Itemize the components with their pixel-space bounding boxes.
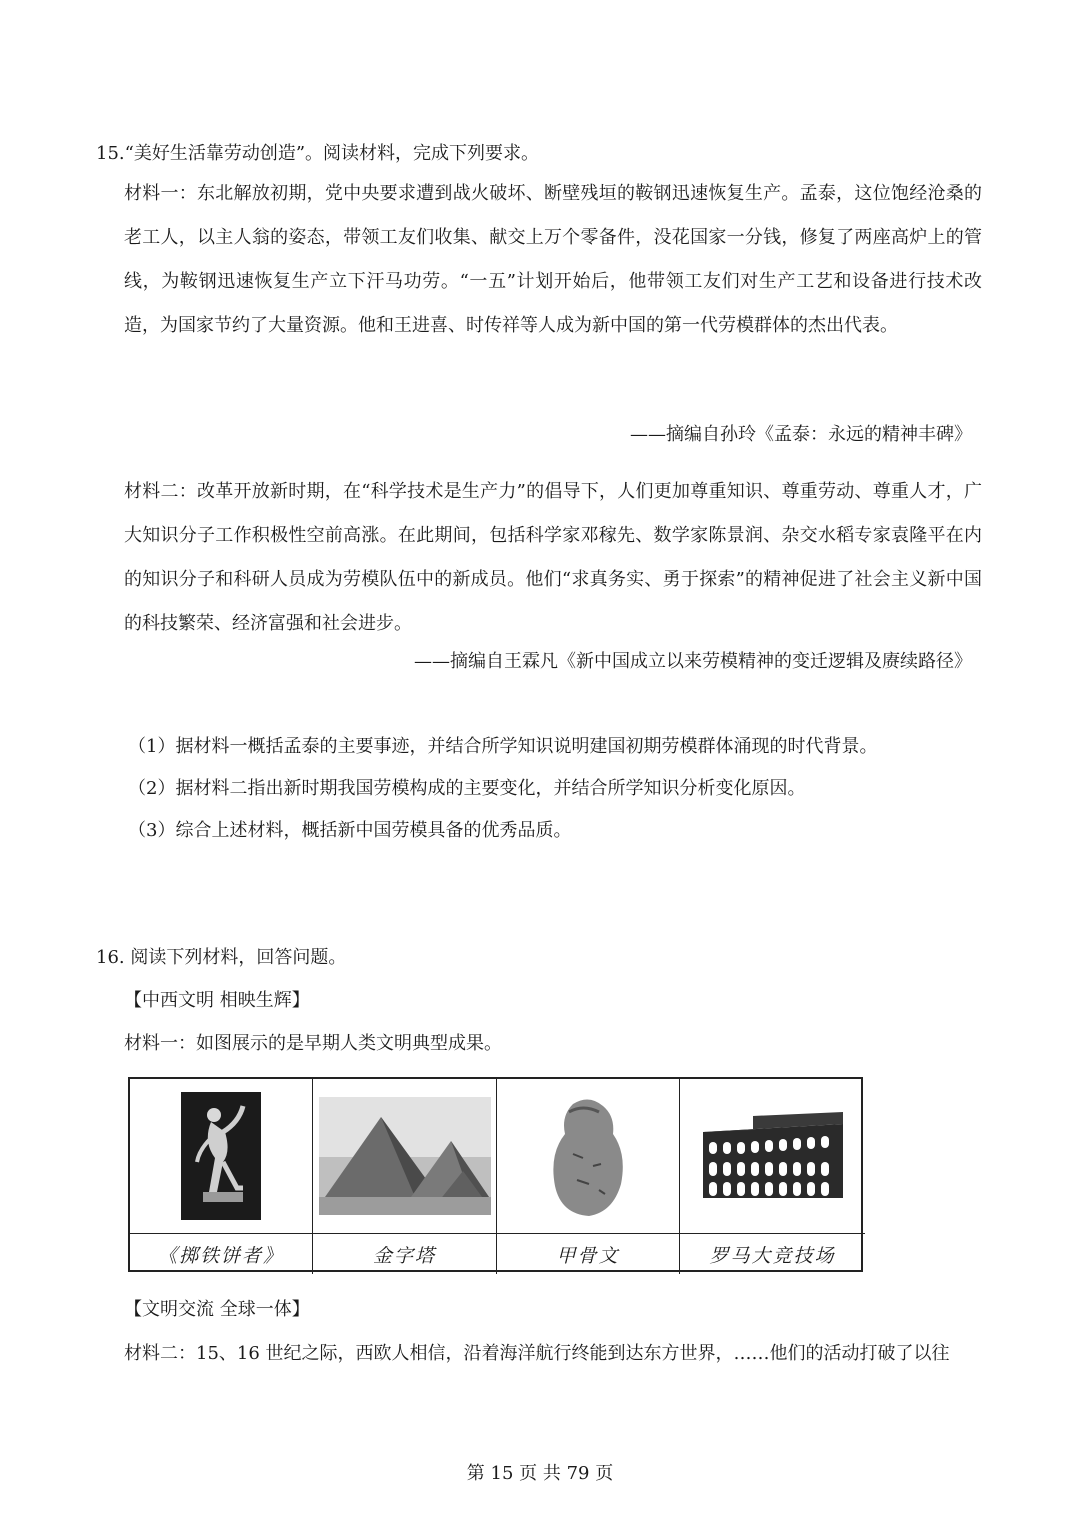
- q16-section-1-heading: 【中西文明 相映生辉】: [124, 990, 310, 1011]
- caption-discus-thrower: 《掷铁饼者》: [130, 1234, 313, 1274]
- q15-material-1: 材料一：东北解放初期，党中央要求遭到战火破坏、断壁残垣的鞍钢迅速恢复生产。孟泰，这位饱经沧桑的老工人，以主人翁的姿态，带领工友们收集、献交上万个零备件，没花国家一分钱，修复了两座高炉上的管线，为鞍钢迅速恢复生产立下汗马功劳。“一五”计划开始后，他带领工友们对生产工艺和设备进行技术改造，为国家节约了大量资源。他和王进喜、时传祥等人成为新中国的第一代劳模群体的杰出代表。: [124, 183, 982, 336]
- question-16-title: 16. 阅读下列材料，回答问题。: [96, 947, 347, 968]
- oracle-bone-icon: [497, 1079, 680, 1234]
- q16-section-2-heading: 【文明交流 全球一体】: [124, 1299, 310, 1320]
- q15-material-1-source: ——摘编自孙玲《孟泰：永远的精神丰碑》: [630, 424, 972, 445]
- q16-material-1: 材料一：如图展示的是早期人类文明典型成果。: [124, 1033, 502, 1054]
- question-15-title: 15.“美好生活靠劳动创造”。阅读材料，完成下列要求。: [96, 143, 540, 164]
- q15-sub-question-2: （2）据材料二指出新时期我国劳模构成的主要变化，并结合所学知识分析变化原因。: [128, 778, 806, 799]
- pyramids-icon: [313, 1079, 497, 1234]
- q15-material-2: 材料二：改革开放新时期，在“科学技术是生产力”的倡导下，人们更加尊重知识、尊重劳动、尊重人才，广大知识分子工作积极性空前高涨。在此期间，包括科学家邓稼先、数学家陈景润、杂交水稻专家袁隆平在内的知识分子和科研人员成为劳模队伍中的新成员。他们“求真务实、勇于探索”的精神促进了社会主义新中国的科技繁荣、经济富强和社会进步。: [124, 481, 982, 634]
- discus-thrower-statue-icon: [130, 1079, 313, 1234]
- caption-colosseum: 罗马大竞技场: [709, 1244, 836, 1267]
- q16-material-2: 材料二：15、16 世纪之际，西欧人相信，沿着海洋航行终能到达东方世界，……他们的活动打破了以往: [124, 1343, 950, 1364]
- q15-material-2-source: ——摘编自王霖凡《新中国成立以来劳模精神的变迁逻辑及赓续路径》: [414, 651, 972, 672]
- colosseum-icon: [680, 1079, 865, 1234]
- civilization-figure-table: [128, 1077, 863, 1272]
- caption-pyramids: 金字塔: [313, 1234, 497, 1274]
- q15-sub-question-3: （3）综合上述材料，概括新中国劳模具备的优秀品质。: [128, 820, 572, 841]
- q15-sub-question-1: （1）据材料一概括孟泰的主要事迹，并结合所学知识说明建国初期劳模群体涌现的时代背景。: [128, 736, 878, 757]
- caption-oracle-bone: 甲骨文: [497, 1234, 680, 1274]
- page-number: 第 15 页 共 79 页: [466, 1463, 614, 1484]
